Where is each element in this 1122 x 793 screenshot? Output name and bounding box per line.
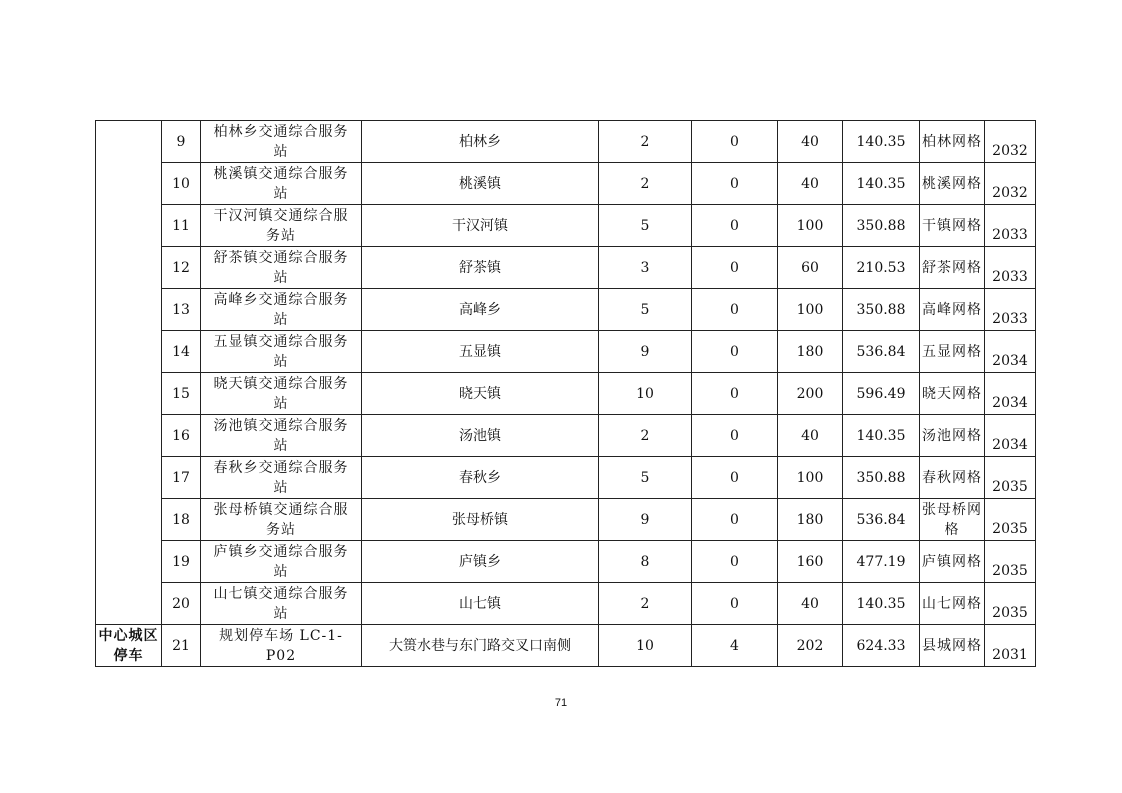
row-number: 16 (162, 415, 201, 457)
value-c: 180 (778, 499, 843, 541)
grid-cell: 庐镇网格 (920, 541, 985, 583)
value-b: 0 (692, 163, 778, 205)
value-b: 0 (692, 121, 778, 163)
value-d: 536.84 (843, 499, 920, 541)
grid-cell: 晓天网格 (920, 373, 985, 415)
grid-cell: 县城网格 (920, 625, 985, 667)
facility-name: 晓天镇交通综合服务站 (201, 373, 362, 415)
facility-location: 干汉河镇 (362, 205, 599, 247)
value-b: 0 (692, 331, 778, 373)
table-row (96, 121, 1036, 163)
table-row (96, 373, 1036, 415)
category-cell: 中心城区停车 (96, 625, 162, 667)
row-number: 19 (162, 541, 201, 583)
value-a: 9 (599, 499, 692, 541)
value-b: 0 (692, 289, 778, 331)
value-b: 0 (692, 457, 778, 499)
value-d: 350.88 (843, 457, 920, 499)
table-row-parking (96, 625, 1036, 667)
facility-name: 五显镇交通综合服务站 (201, 331, 362, 373)
facility-name: 舒茶镇交通综合服务站 (201, 247, 362, 289)
row-number: 11 (162, 205, 201, 247)
value-c: 160 (778, 541, 843, 583)
facility-location: 张母桥镇 (362, 499, 599, 541)
value-d: 536.84 (843, 331, 920, 373)
row-number: 12 (162, 247, 201, 289)
value-c: 100 (778, 457, 843, 499)
facility-location: 舒茶镇 (362, 247, 599, 289)
value-b: 4 (692, 625, 778, 667)
value-d: 210.53 (843, 247, 920, 289)
value-d: 140.35 (843, 163, 920, 205)
grid-cell: 舒茶网格 (920, 247, 985, 289)
grid-cell: 张母桥网格 (920, 499, 985, 541)
row-number: 13 (162, 289, 201, 331)
row-number: 17 (162, 457, 201, 499)
value-b: 0 (692, 583, 778, 625)
value-a: 2 (599, 163, 692, 205)
value-a: 5 (599, 205, 692, 247)
table-row (96, 205, 1036, 247)
value-a: 5 (599, 457, 692, 499)
grid-cell: 春秋网格 (920, 457, 985, 499)
year-cell: 2033 (985, 289, 1036, 331)
value-d: 477.19 (843, 541, 920, 583)
grid-cell: 柏林网格 (920, 121, 985, 163)
year-cell: 2032 (985, 163, 1036, 205)
facility-location: 晓天镇 (362, 373, 599, 415)
value-c: 40 (778, 163, 843, 205)
facility-name: 高峰乡交通综合服务站 (201, 289, 362, 331)
table-row (96, 331, 1036, 373)
value-a: 3 (599, 247, 692, 289)
facility-name: 干汉河镇交通综合服务站 (201, 205, 362, 247)
facility-location: 五显镇 (362, 331, 599, 373)
facility-name: 山七镇交通综合服务站 (201, 583, 362, 625)
facility-name: 庐镇乡交通综合服务站 (201, 541, 362, 583)
year-cell: 2034 (985, 415, 1036, 457)
table-row (96, 457, 1036, 499)
table-row (96, 163, 1036, 205)
value-d: 140.35 (843, 121, 920, 163)
value-c: 60 (778, 247, 843, 289)
row-number: 9 (162, 121, 201, 163)
year-cell: 2035 (985, 583, 1036, 625)
value-c: 40 (778, 583, 843, 625)
value-a: 2 (599, 415, 692, 457)
value-c: 200 (778, 373, 843, 415)
value-d: 624.33 (843, 625, 920, 667)
row-number: 21 (162, 625, 201, 667)
year-cell: 2035 (985, 499, 1036, 541)
page-number: 71 (554, 697, 568, 709)
facility-location: 柏林乡 (362, 121, 599, 163)
facility-table (95, 120, 1036, 667)
value-a: 10 (599, 373, 692, 415)
value-c: 100 (778, 205, 843, 247)
year-cell: 2033 (985, 247, 1036, 289)
row-number: 15 (162, 373, 201, 415)
facility-location: 高峰乡 (362, 289, 599, 331)
value-b: 0 (692, 205, 778, 247)
facility-location: 春秋乡 (362, 457, 599, 499)
grid-cell: 汤池网格 (920, 415, 985, 457)
value-b: 0 (692, 415, 778, 457)
value-c: 40 (778, 415, 843, 457)
row-number: 10 (162, 163, 201, 205)
grid-cell: 干镇网格 (920, 205, 985, 247)
facility-name: 柏林乡交通综合服务站 (201, 121, 362, 163)
facility-name: 张母桥镇交通综合服务站 (201, 499, 362, 541)
value-a: 5 (599, 289, 692, 331)
table-row (96, 583, 1036, 625)
row-number: 14 (162, 331, 201, 373)
grid-cell: 桃溪网格 (920, 163, 985, 205)
value-d: 140.35 (843, 415, 920, 457)
facility-location: 桃溪镇 (362, 163, 599, 205)
grid-cell: 山七网格 (920, 583, 985, 625)
value-d: 350.88 (843, 205, 920, 247)
value-a: 9 (599, 331, 692, 373)
facility-location: 汤池镇 (362, 415, 599, 457)
value-c: 100 (778, 289, 843, 331)
facility-name: 规划停车场 LC-1-P02 (201, 625, 362, 667)
year-cell: 2033 (985, 205, 1036, 247)
facility-name: 春秋乡交通综合服务站 (201, 457, 362, 499)
value-b: 0 (692, 499, 778, 541)
value-c: 202 (778, 625, 843, 667)
value-a: 2 (599, 121, 692, 163)
value-a: 2 (599, 583, 692, 625)
year-cell: 2035 (985, 457, 1036, 499)
year-cell: 2034 (985, 373, 1036, 415)
year-cell: 2032 (985, 121, 1036, 163)
category-cell-empty (96, 121, 162, 625)
value-b: 0 (692, 541, 778, 583)
grid-cell: 高峰网格 (920, 289, 985, 331)
grid-cell: 五显网格 (920, 331, 985, 373)
row-number: 18 (162, 499, 201, 541)
table-row (96, 289, 1036, 331)
value-a: 10 (599, 625, 692, 667)
facility-name: 桃溪镇交通综合服务站 (201, 163, 362, 205)
value-d: 140.35 (843, 583, 920, 625)
value-b: 0 (692, 373, 778, 415)
table-row (96, 541, 1036, 583)
facility-location: 大篑水巷与东门路交叉口南侧 (362, 625, 599, 667)
facility-location: 山七镇 (362, 583, 599, 625)
value-a: 8 (599, 541, 692, 583)
value-d: 350.88 (843, 289, 920, 331)
value-c: 40 (778, 121, 843, 163)
value-c: 180 (778, 331, 843, 373)
table-row (96, 499, 1036, 541)
facility-name: 汤池镇交通综合服务站 (201, 415, 362, 457)
row-number: 20 (162, 583, 201, 625)
table-row (96, 247, 1036, 289)
value-b: 0 (692, 247, 778, 289)
value-d: 596.49 (843, 373, 920, 415)
year-cell: 2035 (985, 541, 1036, 583)
table-row (96, 415, 1036, 457)
table-body (96, 121, 1036, 667)
facility-location: 庐镇乡 (362, 541, 599, 583)
year-cell: 2034 (985, 331, 1036, 373)
year-cell: 2031 (985, 625, 1036, 667)
